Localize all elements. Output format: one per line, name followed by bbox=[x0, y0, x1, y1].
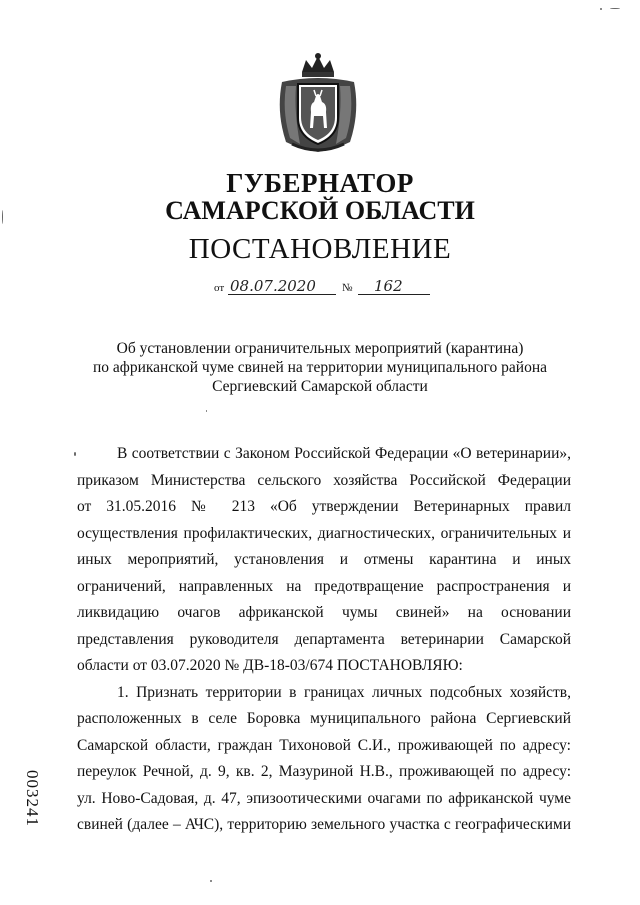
body-line: Самарской области, граждан Тихоновой С.И., проживающей по адресу: bbox=[77, 736, 571, 754]
body-line: В соответствии с Законом Российской Федерации «О ветеринарии», bbox=[117, 445, 571, 462]
scan-speck bbox=[206, 410, 207, 412]
date-from-label: от bbox=[214, 282, 225, 294]
body-line: представления руководителя департамента ветеринарии Самарской bbox=[77, 630, 571, 648]
scan-speck bbox=[600, 8, 602, 10]
scan-speck bbox=[2, 210, 3, 224]
governor-title: ГУБЕРНАТОР bbox=[226, 168, 414, 198]
handwritten-number: 162 bbox=[374, 277, 403, 295]
number-label: № bbox=[342, 282, 353, 294]
body-line: расположенных в селе Боровка муниципального района Сергиевский bbox=[77, 710, 571, 727]
body-line: от 31.05.2016 № 213 «Об утверждении Ветеринарных правил bbox=[77, 498, 571, 515]
body-line: ограничений, направленных на предотвращение распространения и bbox=[77, 577, 571, 595]
body-line: ул. Ново-Садовая, д. 47, эпизоотическими очагами по африканской чуме bbox=[77, 789, 571, 807]
title-line: Об установлении ограничительных мероприятий (карантина) bbox=[116, 340, 524, 357]
date-underline bbox=[228, 293, 336, 295]
body-line: ликвидацию очагов африканской чумы свиней» на основании bbox=[77, 604, 571, 621]
coat-of-arms-emblem bbox=[272, 52, 364, 154]
handwritten-date: 08.07.2020 bbox=[230, 277, 316, 295]
title-line: Сергиевский Самарской области bbox=[212, 378, 428, 395]
side-registration-stamp bbox=[22, 770, 44, 850]
scan-speck bbox=[74, 452, 76, 456]
body-line: приказом Министерства сельского хозяйства Российской Федерации bbox=[77, 471, 571, 489]
scan-speck bbox=[610, 8, 620, 9]
body-line: 1. Признать территории в границах личных подсобных хозяйств, bbox=[117, 683, 571, 701]
region-title: САМАРСКОЙ ОБЛАСТИ bbox=[165, 196, 475, 225]
title-line: по африканской чуме свиней на территории муниципального района bbox=[92, 359, 548, 376]
document-body bbox=[77, 441, 571, 839]
date-number-line bbox=[214, 276, 444, 298]
document-title bbox=[90, 339, 550, 396]
number-underline bbox=[358, 293, 430, 295]
body-line: области от 03.07.2020 № ДВ-18-03/674 ПОСТАНОВЛЯЮ: bbox=[77, 657, 463, 674]
side-stamp-number: 003241 bbox=[23, 770, 42, 827]
body-line: осуществления профилактических, диагностических, ограничительных и bbox=[77, 524, 571, 542]
body-line: переулок Речной, д. 9, кв. 2, Мазуриной Н.В., проживающей по адресу: bbox=[77, 763, 571, 780]
scan-speck bbox=[210, 880, 212, 882]
document-type-heading: ПОСТАНОВЛЕНИЕ bbox=[188, 233, 452, 265]
body-line: свиней (далее – АЧС), территорию земельного участка с географическими bbox=[77, 816, 571, 833]
body-line: иных мероприятий, установления и отмены карантина и иных bbox=[77, 551, 571, 568]
